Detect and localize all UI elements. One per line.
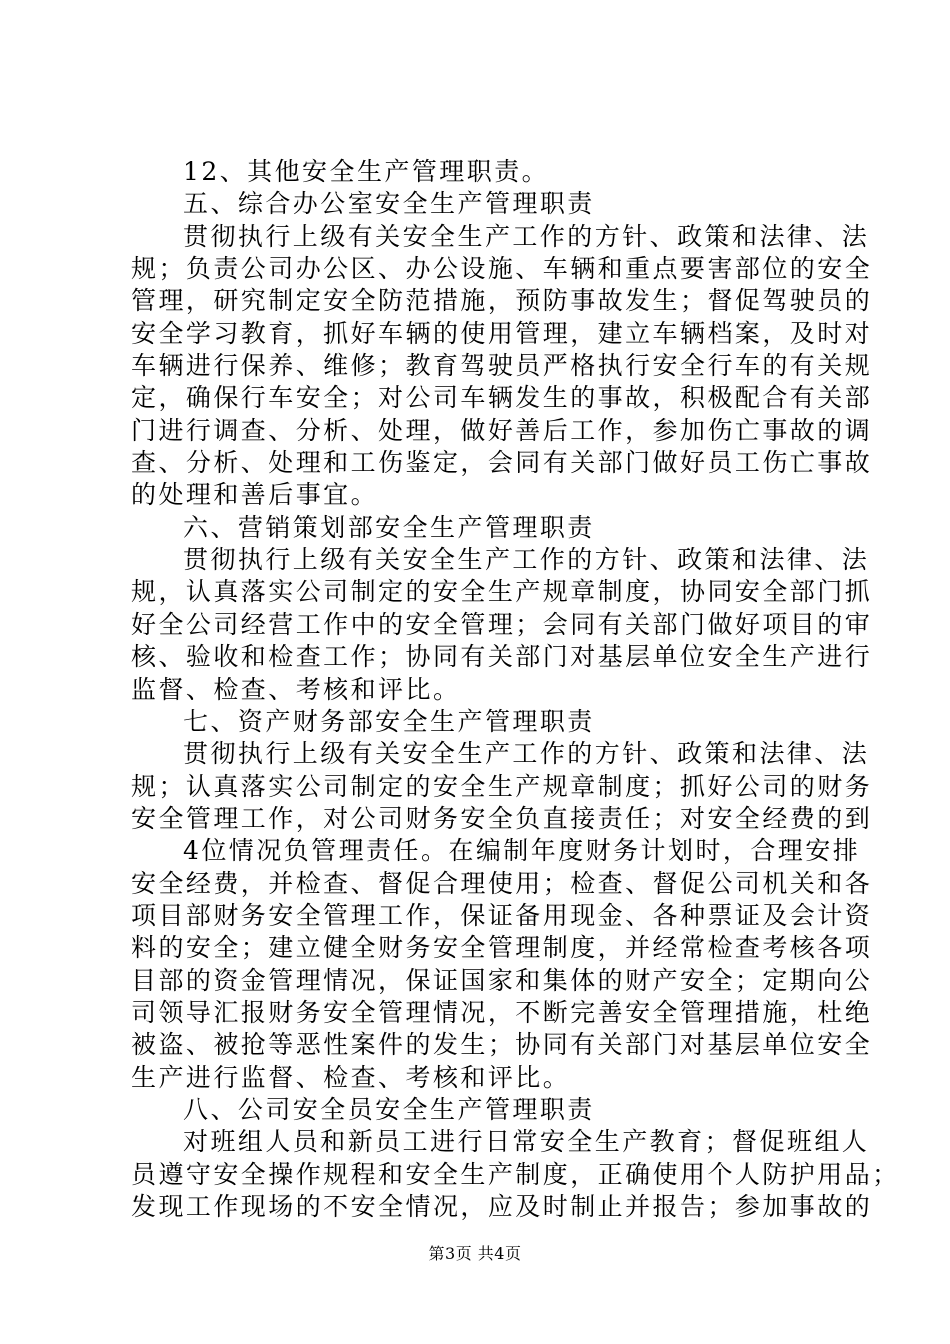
body-text [131,156,900,1223]
text-line: 发现工作现场的不安全情况，应及时制止并报告；参加事故的 [131,1192,873,1221]
text-line: 贯彻执行上级有关安全生产工作的方针、政策和法律、法 [183,221,870,251]
text-line: 监督、检查、考核和评比。 [131,674,461,704]
text-line: 生产进行监督、检查、考核和评比。 [131,1062,571,1092]
section-heading: 八、公司安全员安全生产管理职责 [183,1094,595,1124]
text-line: 员遵守安全操作规程和安全生产制度，正确使用个人防护用品； [131,1159,900,1189]
text-line: 规；负责公司办公区、办公设施、车辆和重点要害部位的安全 [131,254,873,284]
text-line: 规，认真落实公司制定的安全生产规章制度，协同安全部门抓 [131,577,873,607]
section-heading: 六、营销策划部安全生产管理职责 [183,512,595,542]
text-line: 料的安全；建立健全财务安全管理制度，并经常检查考核各项 [131,933,873,963]
text-line: 4位情况负管理责任。在编制年度财务计划时，合理安排 [183,836,861,866]
text-line: 对班组人员和新员工进行日常安全生产教育；督促班组人 [183,1127,870,1157]
text-line: 核、验收和检查工作；协同有关部门对基层单位安全生产进行 [131,642,873,672]
text-line: 的处理和善后事宜。 [131,480,379,510]
text-line: 目部的资金管理情况，保证国家和集体的财产安全；定期向公 [131,965,873,995]
text-line: 安全经费，并检查、督促合理使用；检查、督促公司机关和各 [131,868,873,898]
text-line: 车辆进行保养、维修；教育驾驶员严格执行安全行车的有关规 [131,351,873,381]
text-line: 管理，研究制定安全防范措施，预防事故发生；督促驾驶员的 [131,286,873,316]
text-line: 查、分析、处理和工伤鉴定，会同有关部门做好员工伤亡事故 [131,448,873,478]
text-line: 项目部财务安全管理工作，保证备用现金、各种票证及会计资 [131,900,873,930]
text-line: 门进行调查、分析、处理，做好善后工作，参加伤亡事故的调 [131,415,873,445]
text-line: 被盗、被抢等恶性案件的发生；协同有关部门对基层单位安全 [131,1030,873,1060]
text-line: 贯彻执行上级有关安全生产工作的方针、政策和法律、法 [183,545,870,575]
text-line: 规；认真落实公司制定的安全生产规章制度；抓好公司的财务 [131,771,873,801]
text-line: 贯彻执行上级有关安全生产工作的方针、政策和法律、法 [183,739,870,769]
section-heading: 七、资产财务部安全生产管理职责 [183,706,595,736]
text-line: 定，确保行车安全；对公司车辆发生的事故，积极配合有关部 [131,383,873,413]
text-line: 安全学习教育，抓好车辆的使用管理，建立车辆档案，及时对 [131,318,873,348]
section-heading: 五、综合办公室安全生产管理职责 [183,189,595,219]
text-line: 安全管理工作，对公司财务安全负直接责任；对安全经费的到 [131,803,873,833]
text-line: 好全公司经营工作中的安全管理；会同有关部门做好项目的审 [131,609,873,639]
text-line: 司领导汇报财务安全管理情况，不断完善安全管理措施，杜绝 [131,997,873,1027]
text-line: 12、其他安全生产管理职责。 [183,157,550,186]
page-footer: 第3页 共4页 [428,1244,522,1263]
